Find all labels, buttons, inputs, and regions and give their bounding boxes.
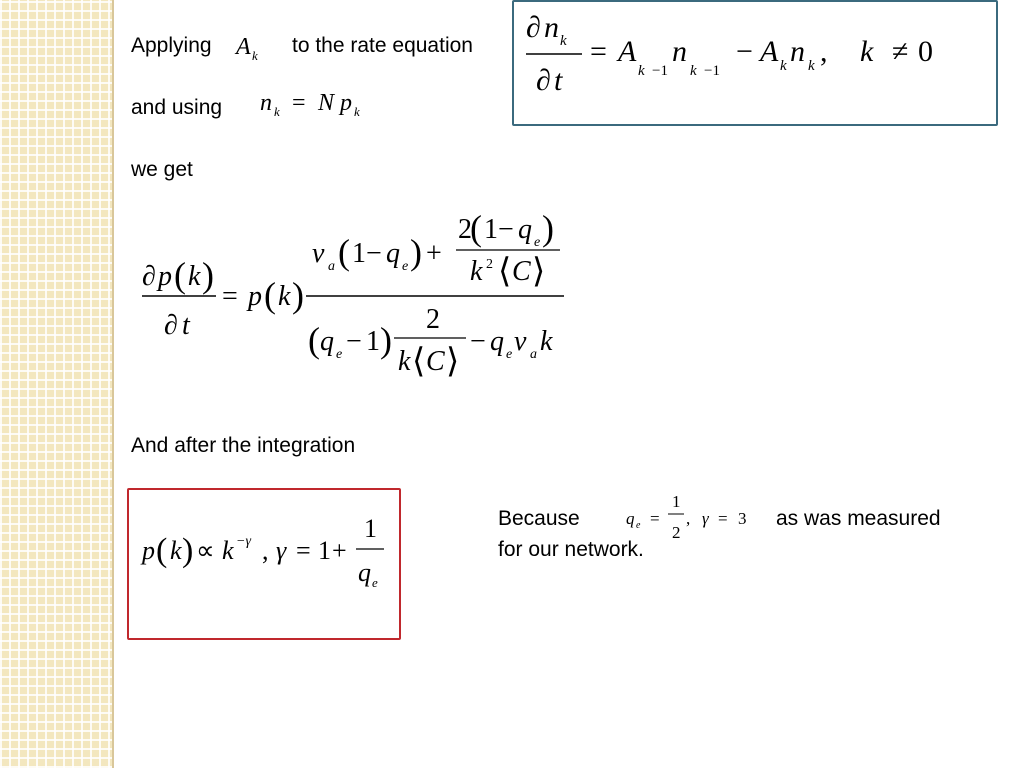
svg-text:k: k [780, 58, 787, 74]
svg-text:): ) [182, 532, 194, 569]
svg-text:∂: ∂ [526, 11, 541, 44]
svg-text:): ) [380, 320, 392, 360]
svg-text:,: , [820, 35, 828, 68]
svg-text:k: k [188, 261, 201, 292]
formula-a-k [232, 28, 272, 64]
svg-text:A: A [760, 35, 779, 68]
svg-text:ν: ν [514, 326, 527, 357]
svg-text:q: q [490, 326, 504, 357]
svg-text:,: , [262, 536, 269, 565]
svg-text:k: k [222, 536, 234, 565]
svg-text:t: t [182, 310, 190, 341]
svg-text:(: ( [308, 320, 320, 360]
svg-text:=: = [718, 509, 728, 528]
svg-text:−γ: −γ [236, 534, 251, 549]
svg-text:n: n [672, 35, 687, 68]
svg-text:2: 2 [672, 523, 681, 542]
svg-text:−: − [470, 326, 486, 357]
svg-text:n: n [544, 11, 559, 44]
rate-equation-formula [514, 2, 996, 124]
svg-text:q: q [626, 509, 635, 528]
svg-text:k: k [470, 256, 483, 287]
svg-text:−: − [498, 214, 514, 245]
svg-text:=: = [590, 35, 607, 68]
svg-text:−1: −1 [704, 63, 720, 79]
svg-text:p: p [248, 281, 262, 312]
svg-text:): ) [542, 208, 554, 248]
power-law-formula [130, 491, 398, 637]
svg-text:k: k [560, 33, 567, 49]
svg-text:e: e [372, 575, 378, 590]
svg-text:n: n [790, 35, 805, 68]
svg-text:N: N [318, 90, 335, 116]
svg-text:k: k [274, 104, 280, 119]
svg-text:k: k [638, 63, 645, 79]
svg-text:k: k [252, 48, 258, 63]
svg-text:t: t [554, 64, 563, 97]
svg-text:k: k [278, 281, 291, 312]
svg-text:k: k [540, 326, 553, 357]
we-get-text: we get [131, 158, 193, 181]
svg-text:∂: ∂ [536, 64, 551, 97]
svg-text:): ) [292, 275, 304, 315]
svg-text:a: a [530, 347, 537, 362]
svg-text:e: e [402, 259, 409, 274]
svg-text:1: 1 [672, 492, 681, 511]
svg-text:1: 1 [352, 238, 366, 269]
svg-text:n: n [260, 90, 272, 116]
svg-text:): ) [202, 255, 214, 295]
svg-text:(: ( [156, 532, 168, 569]
svg-text:q: q [518, 214, 532, 245]
svg-text:∂: ∂ [164, 310, 178, 341]
svg-text:,: , [686, 509, 691, 528]
svg-text:k: k [690, 63, 697, 79]
svg-text:p: p [158, 261, 172, 292]
svg-text:C: C [426, 346, 445, 377]
formula-nk-equals-npk [254, 86, 374, 122]
svg-text:1: 1 [366, 326, 380, 357]
svg-text:2: 2 [426, 304, 440, 335]
svg-text:q: q [358, 558, 371, 587]
svg-text:⟨: ⟨ [412, 343, 426, 380]
svg-text:0: 0 [918, 35, 933, 68]
svg-text:⟨: ⟨ [498, 253, 512, 290]
svg-text:−: − [346, 326, 362, 357]
svg-text:2: 2 [486, 257, 493, 272]
svg-text:(: ( [470, 208, 482, 248]
after-integration-text: And after the integration [131, 434, 356, 457]
svg-text:p: p [142, 536, 155, 565]
sidebar-divider [112, 0, 114, 768]
svg-text:A: A [236, 34, 251, 60]
svg-text:q: q [386, 238, 400, 269]
svg-text:∂: ∂ [142, 261, 156, 292]
svg-text:a: a [328, 259, 335, 274]
rate-equation-text: to the rate equation [292, 34, 473, 57]
svg-text:1: 1 [364, 514, 377, 543]
svg-text:e: e [506, 347, 513, 362]
svg-text:(: ( [338, 232, 350, 272]
svg-text:1: 1 [318, 536, 331, 565]
as-measured-text: as was measured [776, 507, 941, 530]
svg-text:=: = [292, 90, 306, 116]
svg-text:k: k [808, 58, 815, 74]
svg-text:−: − [736, 35, 753, 68]
svg-text:+: + [332, 536, 347, 565]
svg-text:γ: γ [702, 509, 709, 528]
svg-text:e: e [336, 347, 343, 362]
svg-text:−1: −1 [652, 63, 668, 79]
applying-text: Applying [131, 34, 212, 57]
because-text: Because [498, 507, 580, 530]
svg-text:k: k [170, 536, 182, 565]
svg-text:1: 1 [484, 214, 498, 245]
svg-text:⟩: ⟩ [532, 253, 546, 290]
decorative-sidebar [0, 0, 112, 768]
for-our-network-text: for our network. [498, 538, 644, 561]
svg-text:+: + [426, 238, 442, 269]
degree-distribution-equation [136, 200, 576, 390]
svg-text:γ: γ [276, 536, 287, 565]
svg-text:⟩: ⟩ [446, 343, 460, 380]
svg-text:3: 3 [738, 509, 747, 528]
svg-text:q: q [320, 326, 334, 357]
and-using-text: and using [131, 96, 223, 119]
svg-text:≠: ≠ [892, 35, 909, 68]
svg-text:∝: ∝ [196, 536, 215, 565]
svg-text:=: = [222, 281, 238, 312]
svg-text:e: e [534, 235, 541, 250]
svg-text:2: 2 [458, 214, 472, 245]
svg-text:): ) [410, 232, 422, 272]
svg-text:=: = [296, 536, 311, 565]
svg-text:ν: ν [312, 238, 325, 269]
svg-text:A: A [618, 35, 637, 68]
svg-text:p: p [340, 90, 352, 116]
svg-text:(: ( [264, 275, 276, 315]
svg-text:k: k [860, 35, 874, 68]
svg-text:=: = [650, 509, 660, 528]
svg-text:k: k [354, 104, 360, 119]
svg-text:C: C [512, 256, 531, 287]
svg-text:(: ( [174, 255, 186, 295]
svg-text:−: − [366, 238, 382, 269]
svg-text:e: e [636, 520, 641, 531]
svg-text:k: k [398, 346, 411, 377]
